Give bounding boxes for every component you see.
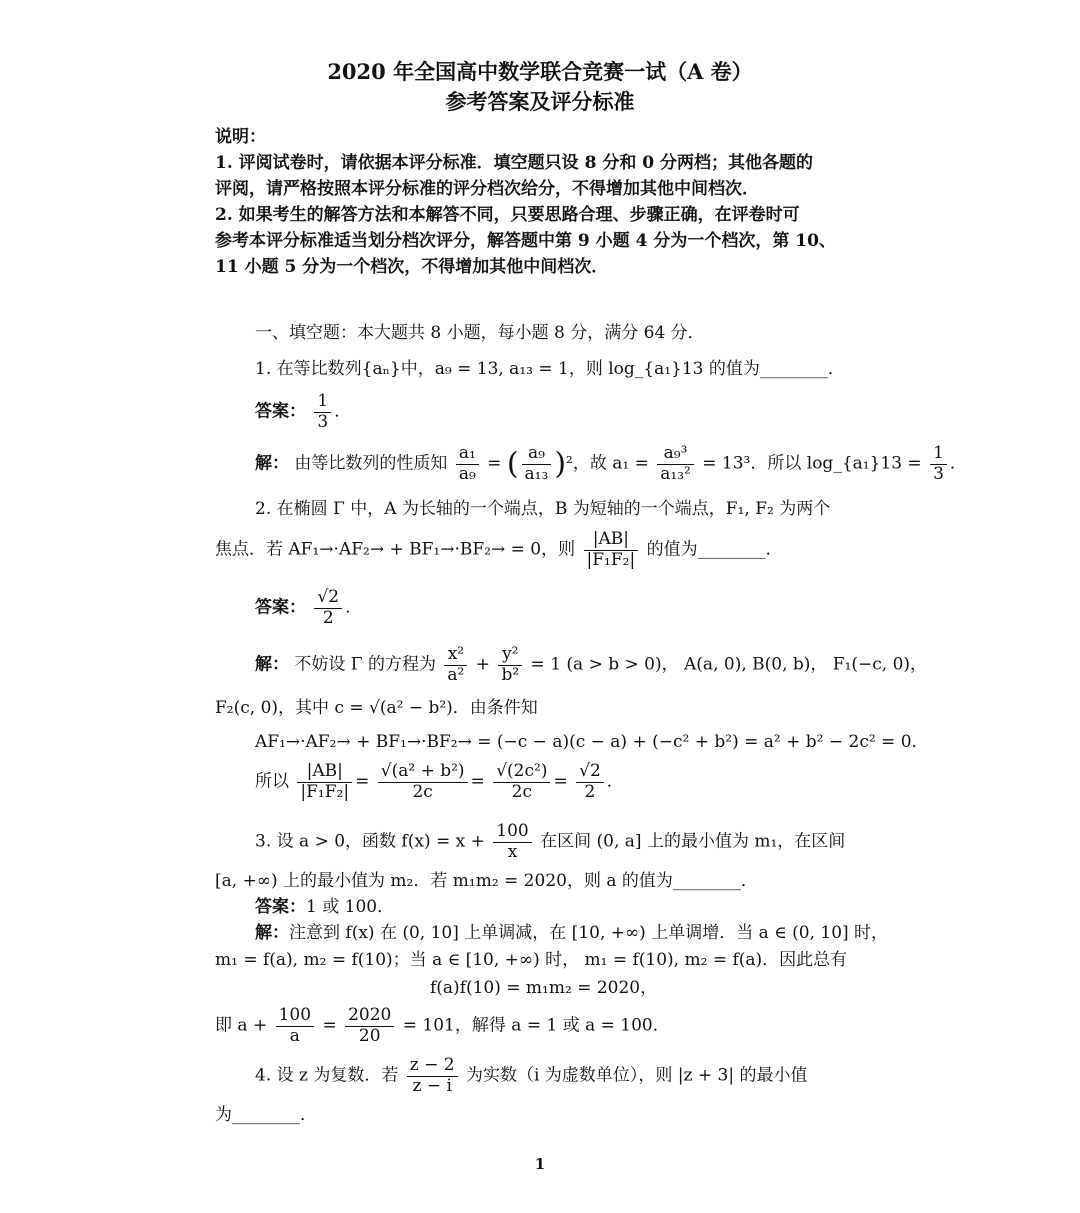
solution-text: 由等比数列的性质知 [294,453,448,474]
numerator: y² [498,645,522,666]
notes-label: 说明： [215,127,266,147]
fraction [930,444,947,484]
stem-text: 在区间 (0, a] 上的最小值为 m₁，在区间 [540,831,846,852]
numerator: 2020 [345,1006,394,1027]
page-number: 1 [534,1155,546,1173]
fraction [345,1006,394,1046]
solution-text: = 13³．所以 log_{a₁}13 = [702,453,922,474]
solution-text: = 1 (a > b > 0)， A(a, 0), B(0, b)， F₁(−c, 0)， [530,654,928,675]
section-heading: 一、填空题：本大题共 8 小题，每小题 8 分，满分 64 分． [255,323,705,343]
fraction [522,444,552,484]
denominator: 2 [322,607,334,628]
stem-text: 为实数（i 为虚数单位），则 |z + 3| 的最小值 [466,1065,808,1086]
solution-label: 解： [255,453,289,474]
notes-line: 11 小题 5 分为一个档次，不得增加其他中间档次． [215,257,609,277]
fraction [576,762,604,802]
solution-text: 不妨设 Γ 的方程为 [294,654,437,675]
equals-sign: = [322,1015,337,1036]
numerator: a₉³ [657,444,694,465]
question-2-solution [255,645,927,685]
solution-label: 解： [255,654,289,675]
denominator: |F₁F₂| [300,781,350,802]
numerator: |AB| [584,530,639,551]
stem-text: 焦点．若 AF₁→·AF₂→ + BF₁→·BF₂→ = 0，则 [215,539,576,560]
stem-text: 的值为________． [646,539,783,560]
equals-sign: = [487,453,502,474]
right-paren: ) [554,446,567,482]
numerator: z − 2 [407,1056,458,1077]
page-title: 2020 年全国高中数学联合竞赛一试（A 卷） [327,59,753,84]
numerator: |AB| [297,762,352,783]
solution-line: f(a)f(10) = m₁m₂ = 2020， [430,978,658,998]
denominator: x [507,841,518,862]
answer-text: 1 或 100． [306,897,395,917]
notes-line: 2. 如果考生的解答方法和本解答不同，只要思路合理、步骤正确，在评卷时可 [215,205,800,225]
solution-text: 即 a + [215,1015,268,1036]
numerator: x² [444,645,467,666]
question-2-stem [215,530,783,570]
question-2-answer: 答案： $\frac{√2}{2}$ ． [255,587,363,628]
question-3-stem: [a, +∞) 上的最小值为 m₂．若 m₁m₂ = 2020，则 a 的值为________． [215,871,758,891]
notes-line: 评阅，请严格按照本评分标准的评分档次给分，不得增加其他中间档次． [215,179,759,199]
denominator: a₁₃ [524,463,549,484]
left-paren: ( [506,446,519,482]
numerator: 1 [314,392,331,413]
fraction [314,588,342,628]
question-3-stem [255,822,845,862]
fraction [493,822,531,862]
question-3-answer [255,896,394,918]
fraction [314,392,331,432]
plus-sign: + [475,654,491,675]
denominator: 2c [412,781,433,802]
page-subtitle: 参考答案及评分标准 [445,89,635,114]
stem-text: 4. 设 z 为复数．若 [255,1065,399,1086]
question-1-answer: 答案： $\frac{1}{3}$ ． [255,391,352,432]
denominator: a₉ [458,463,476,484]
numerator: 100 [276,1006,314,1027]
solution-line: m₁ = f(a), m₂ = f(10)；当 a ∈ [10, +∞) 时， m₁ = f(10), m₂ = f(a)．因此总有 [215,950,848,970]
denominator: a [289,1025,300,1046]
numerator: √(2c²) [493,762,550,783]
fraction [584,530,639,570]
fraction [493,762,550,802]
numerator: 1 [930,444,947,465]
solution-text: 注意到 f(x) 在 (0, 10] 上单调减，在 [10, +∞) 上单调增．当 a ∈ (0, 10] 时， [289,923,889,943]
solution-text: = 101，解得 a = 1 或 a = 100． [402,1015,670,1036]
question-3-solution [255,922,888,944]
question-4-stem: 为________． [215,1105,317,1125]
numerator: 100 [493,822,531,843]
fraction [498,645,522,685]
solution-text: 所以 [255,771,289,792]
question-4-stem [255,1056,807,1096]
numerator: √2 [314,588,342,609]
fraction [407,1056,458,1096]
solution-label: 解： [255,923,289,943]
fraction [444,645,467,685]
solution-line: AF₁→·AF₂→ + BF₁→·BF₂→ = (−c − a)(c − a) + (−c² + b²) = a² + b² − 2c² = 0． [255,732,929,752]
denominator: 2c [511,781,532,802]
solution-text: ²，故 a₁ = [566,453,649,474]
solution-line [215,1006,670,1046]
fraction [276,1006,314,1046]
numerator: √2 [576,762,604,783]
answer-label: 答案： [255,597,306,618]
denominator: 3 [317,411,329,432]
fraction [378,762,468,802]
answer-label: 答案： [255,401,306,422]
stem-text: 3. 设 a > 0，函数 f(x) = x + [255,831,485,852]
numerator: a₁ [456,444,479,465]
solution-line: 所以 $\frac{|AB|}{\text{|F₁F₂|}}$ = $\frac{\text{√(a² + b²)}}{2c}$ = $\frac{\text{√(2c²)}}{2c}$ = $\frac{√2}{2}$ ． [255,761,624,802]
notes-line: 参考本评分标准适当划分档次评分，解答题中第 9 小题 4 分为一个档次，第 10、 [215,231,836,251]
denominator: z − i [412,1075,452,1096]
denominator: 2 [584,781,596,802]
denominator: 20 [358,1025,381,1046]
fraction [657,444,694,484]
fraction [456,444,479,484]
denominator: a₁₃² [660,463,691,484]
answer-label: 答案： [255,897,306,917]
solution-line: F₂(c, 0)，其中 c = √(a² − b²)．由条件知 [215,698,538,718]
denominator: b² [501,664,520,685]
denominator: |F₁F₂| [586,549,636,570]
numerator: √(a² + b²) [378,762,468,783]
denominator: 3 [933,463,944,484]
question-1-stem: 1. 在等比数列{aₙ}中，a₉ = 13, a₁₃ = 1，则 log_{a₁}13 的值为________． [255,359,845,379]
notes-line: 1. 评阅试卷时，请依据本评分标准．填空题只设 8 分和 0 分两档；其他各题的 [215,153,813,173]
numerator: a₉ [522,444,552,465]
denominator: a² [447,664,465,685]
question-2-stem: 2. 在椭圆 Γ 中，A 为长轴的一个端点，B 为短轴的一个端点，F₁, F₂ 为两个 [255,499,831,519]
question-1-solution: 解： 由等比数列的性质知 $\frac{\text{a₁}}{\text{a₉}}$ = ( $\frac{\text{a₉}}{\text{a₁₃}}$ )²，故 a₁ = $\frac{\text{a₉³}}{\text{a₁₃²}}$ = 13³．所以 log_{a₁}13 = $\frac{1}{3}$ ． [255,443,967,484]
fraction [297,762,352,802]
